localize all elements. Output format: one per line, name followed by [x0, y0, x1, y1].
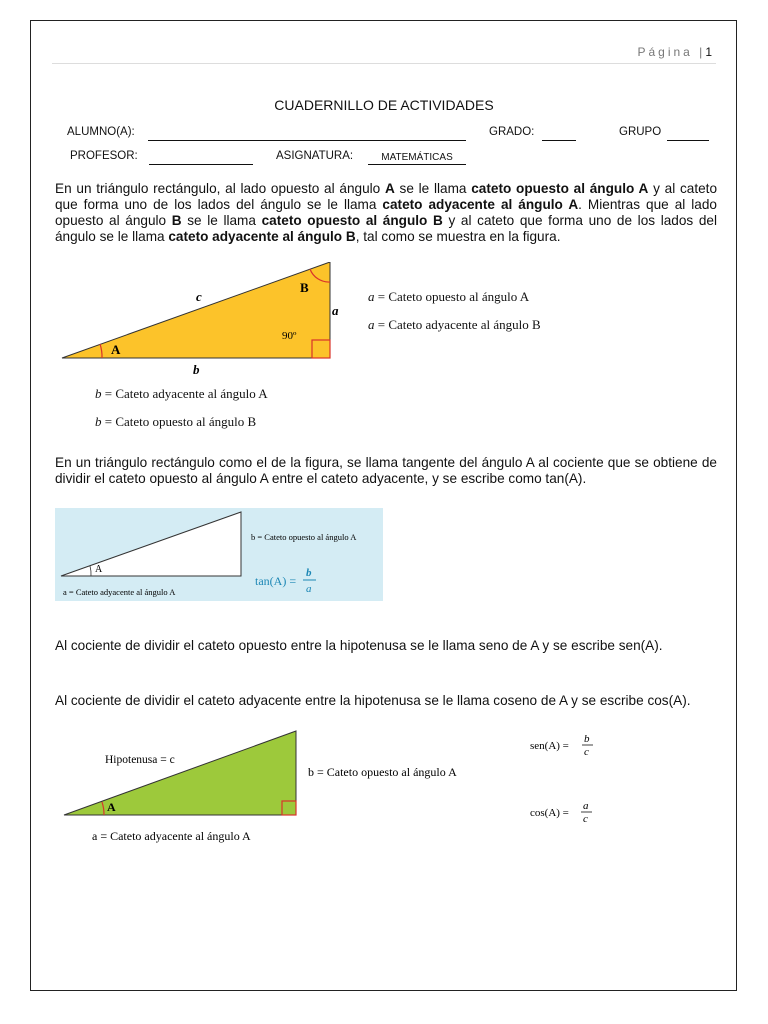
fig3-b-label: b = Cateto opuesto al ángulo A	[308, 765, 457, 779]
alumno-label: ALUMNO(A):	[67, 126, 135, 138]
tan-numerator: b	[306, 567, 312, 579]
triangle-figure-3	[60, 728, 500, 848]
tangent-b-label: b = Cateto opuesto al ángulo A	[251, 532, 357, 542]
grado-label: GRADO:	[489, 126, 535, 138]
sen-denominator: c	[584, 746, 589, 758]
document-title: CUADERNILLO DE ACTIVIDADES	[274, 97, 494, 113]
sen-formula: sen(A) =	[530, 740, 569, 752]
hipotenusa-label: Hipotenusa = c	[105, 754, 175, 766]
alumno-field[interactable]	[148, 140, 466, 141]
cos-numerator: a	[583, 800, 589, 812]
trig-formulas	[528, 730, 628, 830]
header-rule	[52, 63, 716, 64]
page-number: Página |1	[637, 45, 712, 59]
label-90: 90º	[282, 330, 297, 342]
a-adyacente-def: a = Cateto adyacente al ángulo B	[368, 317, 541, 332]
fig3-a-label: a = Cateto adyacente al ángulo A	[92, 829, 251, 843]
tangent-label-A: A	[95, 564, 103, 575]
cos-formula: cos(A) =	[530, 807, 569, 819]
sen-numerator: b	[584, 733, 590, 745]
tan-denominator: a	[306, 583, 312, 595]
tangent-figure	[55, 508, 383, 601]
paragraph-catetos: En un triángulo rectángulo, al lado opuesto al ángulo A se le llama cateto opuesto al ángulo A y al cateto que forma uno de los lados del ángulo se le llama cateto adyacente al ángulo A. Mientras que al lado opuesto al ángulo B se le llama cateto opuesto al ángulo B y al cateto que forma uno de los lados del ángulo se le llama cateto adyacente al ángulo B, tal como se muestra en la figura.	[55, 181, 718, 244]
label-A: A	[111, 342, 121, 357]
grado-field[interactable]	[542, 140, 576, 141]
tangent-a-label: a = Cateto adyacente al ángulo A	[63, 587, 176, 597]
profesor-field[interactable]	[149, 164, 253, 165]
paragraph-seno: Al cociente de dividir el cateto opuesto entre la hipotenusa se le llama seno de A y se escribe sen(A).	[55, 638, 663, 653]
label-c: c	[196, 289, 202, 304]
cos-denominator: c	[583, 813, 588, 825]
tangent-triangle	[55, 508, 383, 601]
grupo-field[interactable]	[667, 140, 709, 141]
grupo-label: GRUPO	[619, 126, 662, 138]
a-opuesto-def: a = Cateto opuesto al ángulo A	[368, 289, 530, 304]
asignatura-field[interactable]: MATEMÁTICAS	[368, 152, 466, 165]
fig3-label-A: A	[107, 800, 116, 814]
triangle-figure-1	[56, 262, 356, 382]
label-a: a	[332, 303, 339, 318]
tan-formula: tan(A) =	[255, 574, 297, 588]
b-opuesto-def: b = Cateto opuesto al ángulo B	[95, 414, 257, 429]
triangle-shape	[62, 262, 330, 358]
paragraph-coseno: Al cociente de dividir el cateto adyacente entre la hipotenusa se le llama coseno de A y se escribe cos(A).	[55, 693, 691, 708]
b-adyacente-def: b = Cateto adyacente al ángulo A	[95, 386, 268, 401]
label-b: b	[193, 362, 200, 377]
asignatura-label: ASIGNATURA:	[276, 150, 354, 162]
label-B: B	[300, 280, 309, 295]
profesor-label: PROFESOR:	[70, 150, 138, 162]
paragraph-tangente: En un triángulo rectángulo como el de la figura, se llama tangente del ángulo A al cociente que se obtiene de dividir el cateto opuesto al ángulo A entre el cateto adyacente, y se escribe como tan(A).	[55, 455, 717, 486]
